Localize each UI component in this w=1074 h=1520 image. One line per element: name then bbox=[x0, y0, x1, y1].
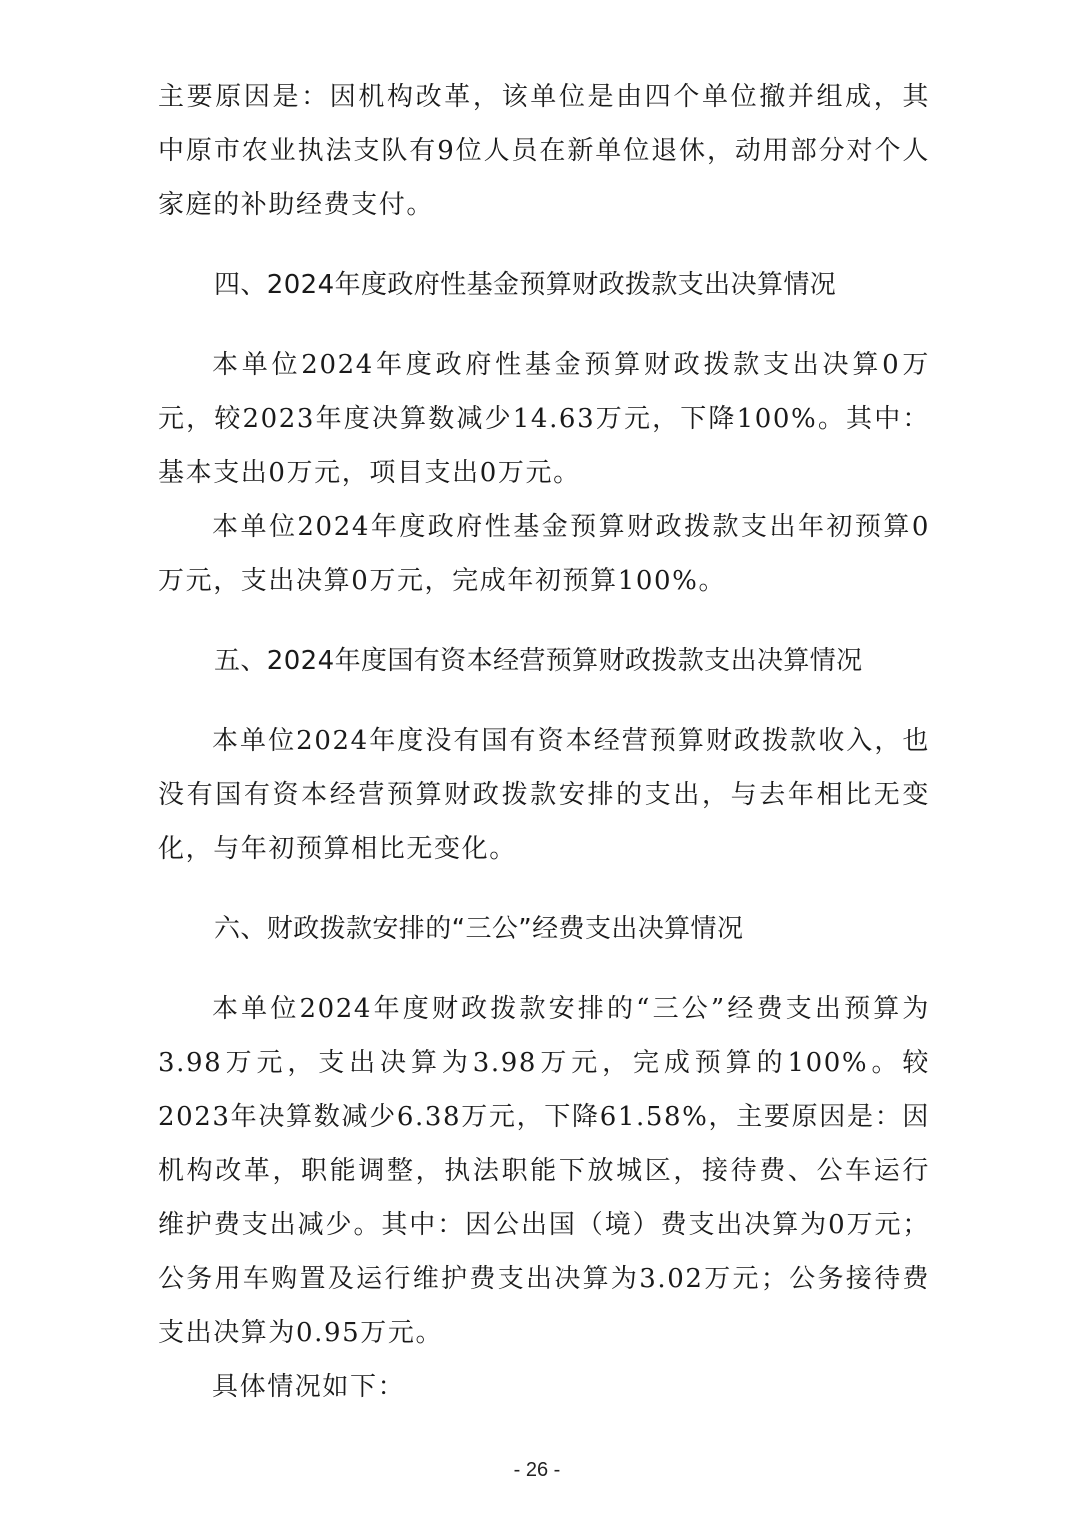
paragraph-fund-budget-expenditure: 本单位2024年度政府性基金预算财政拨款支出决算0万元，较2023年度决算数减少14.63万元，下降100%。其中：基本支出0万元，项目支出0万元。 bbox=[158, 350, 930, 488]
section-heading-6: 六、财政拨款安排的“三公”经费支出决算情况 bbox=[214, 914, 744, 944]
paragraph-state-capital-budget: 本单位2024年度没有国有资本经营预算财政拨款收入，也没有国有资本经营预算财政拨款安排的支出，与去年相比无变化，与年初预算相比无变化。 bbox=[158, 726, 930, 864]
section-heading-5: 五、2024年度国有资本经营预算财政拨款支出决算情况 bbox=[214, 646, 863, 676]
page-number: - 26 - bbox=[513, 1459, 561, 1481]
section-heading-4: 四、2024年度政府性基金预算财政拨款支出决算情况 bbox=[214, 270, 837, 300]
paragraph-reason-continued: 主要原因是：因机构改革，该单位是由四个单位撤并组成，其中原市农业执法支队有9位人员在新单位退休，动用部分对个人家庭的补助经费支付。 bbox=[158, 82, 930, 220]
paragraph-fund-budget-initial: 本单位2024年度政府性基金预算财政拨款支出年初预算0万元，支出决算0万元，完成年初预算100%。 bbox=[158, 512, 930, 596]
paragraph-three-public-expenses: 本单位2024年度财政拨款安排的“三公”经费支出预算为3.98万元，支出决算为3.98万元，完成预算的100%。较2023年决算数减少6.38万元，下降61.58%，主要原因是：因机构改革，职能调整，执法职能下放城区，接待费、公车运行维护费支出减少。其中：因公出国（境）费支出决算为0万元；公务用车购置及运行维护费支出决算为3.02万元；公务接待费支出决算为0.95万元。 bbox=[158, 994, 930, 1348]
paragraph-details-intro: 具体情况如下： bbox=[212, 1372, 406, 1402]
page-body bbox=[158, 70, 930, 1414]
